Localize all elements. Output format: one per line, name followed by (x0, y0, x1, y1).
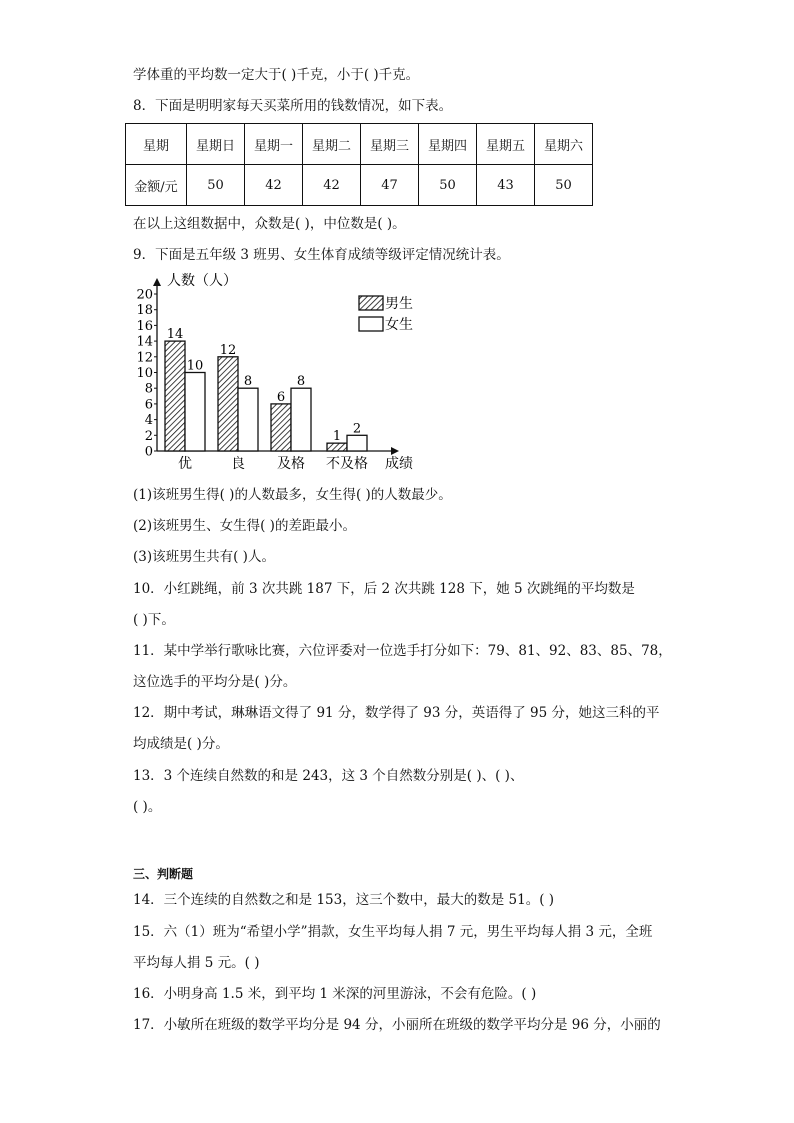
question-10: 10．小红跳绳，前 3 次共跳 187 下，后 2 次共跳 128 下，她 5 次跳绳的平均数是 (133, 581, 635, 597)
table-row (126, 165, 593, 206)
bar (218, 357, 238, 451)
legend-label: 女生 (385, 317, 413, 333)
bar (291, 388, 311, 451)
data-label: 2 (352, 421, 362, 437)
y-axis-arrow (153, 278, 161, 286)
y-tick-label: 16 (136, 318, 153, 334)
table-cell: 星期四 (419, 124, 477, 165)
question-14: 14．三个连续的自然数之和是 153，这三个数中，最大的数是 51。( ) (133, 892, 555, 908)
legend-swatch (359, 317, 383, 331)
question-9: 9．下面是五年级 3 班男、女生体育成绩等级评定情况统计表。 (133, 247, 510, 263)
table-cell: 50 (187, 165, 245, 206)
bar (347, 435, 367, 451)
question-11: 11．某中学举行歌咏比赛，六位评委对一位选手打分如下：79、81、92、83、85、78， (133, 643, 672, 659)
category-label: 及格 (277, 456, 305, 472)
legend-label: 男生 (385, 296, 413, 312)
bar (185, 373, 205, 452)
question-10-cont: ( )下。 (133, 612, 175, 628)
table-cell: 星期三 (361, 124, 419, 165)
data-label: 12 (219, 342, 237, 358)
question-16: 16．小明身高 1.5 米，到平均 1 米深的河里游泳，不会有危险。( ) (133, 986, 537, 1002)
bar (271, 404, 291, 451)
table-cell: 50 (419, 165, 477, 206)
table-cell: 星期日 (187, 124, 245, 165)
question-15: 15．六（1）班为“希望小学”捐款，女生平均每人捐 7 元，男生平均每人捐 3 元，全班 (133, 924, 653, 940)
table-cell: 42 (303, 165, 361, 206)
section-heading: 三、判断题 (133, 867, 194, 881)
question-12-cont: 均成绩是( )分。 (133, 736, 229, 752)
question-11-cont: 这位选手的平均分是( )分。 (133, 674, 297, 690)
y-tick-label: 18 (136, 303, 153, 319)
table-cell: 星期五 (477, 124, 535, 165)
text-line: 在以上这组数据中，众数是( )，中位数是( )。 (133, 216, 406, 232)
data-label: 6 (276, 389, 286, 405)
bar (238, 388, 258, 451)
question-9-1: (1)该班男生得( )的人数最多，女生得( )的人数最少。 (133, 487, 452, 503)
question-9-3: (3)该班男生共有( )人。 (133, 549, 275, 565)
y-tick-label: 6 (144, 397, 153, 413)
question-8: 8．下面是明明家每天买菜所用的钱数情况，如下表。 (133, 98, 453, 114)
x-axis-title: 成绩 (385, 456, 413, 472)
question-15-cont: 平均每人捐 5 元。( ) (133, 955, 260, 971)
y-tick-label: 8 (144, 381, 153, 397)
text-line: 学体重的平均数一定大于( )千克，小于( )千克。 (133, 67, 420, 83)
y-tick-label: 2 (144, 428, 153, 444)
y-tick-label: 14 (136, 334, 153, 350)
table-cell: 42 (245, 165, 303, 206)
table-cell: 星期六 (535, 124, 593, 165)
table-cell: 43 (477, 165, 535, 206)
bar (165, 341, 185, 451)
data-label: 10 (186, 358, 204, 374)
y-tick-label: 10 (136, 366, 153, 381)
table-cell: 47 (361, 165, 419, 206)
bar (327, 443, 347, 451)
table-cell: 星期 (126, 124, 187, 165)
question-9-2: (2)该班男生、女生得( )的差距最小。 (133, 518, 356, 534)
y-tick-label: 0 (144, 444, 153, 460)
category-label: 不及格 (326, 456, 368, 472)
x-axis-arrow (391, 447, 399, 455)
category-label: 良 (231, 456, 245, 472)
question-13-cont: ( )。 (133, 799, 162, 815)
y-tick-label: 4 (144, 413, 153, 429)
y-axis-title: 人数（人） (167, 273, 237, 289)
data-label: 1 (332, 429, 342, 445)
question-13: 13．3 个连续自然数的和是 243，这 3 个自然数分别是( )、( )、 (133, 768, 524, 784)
legend-swatch (359, 296, 383, 310)
table-header-row (126, 124, 593, 165)
data-label: 8 (296, 374, 306, 390)
table-cell: 50 (535, 165, 593, 206)
data-label: 14 (166, 327, 184, 343)
table-cell: 星期二 (303, 124, 361, 165)
question-17: 17．小敏所在班级的数学平均分是 94 分，小丽所在班级的数学平均分是 96 分，小丽的 (133, 1017, 661, 1033)
table-cell: 金额/元 (126, 165, 187, 206)
question-12: 12．期中考试，琳琳语文得了 91 分，数学得了 93 分，英语得了 95 分，她这三科的平 (133, 705, 660, 721)
y-tick-label: 20 (136, 287, 153, 303)
spending-table (125, 123, 593, 206)
table-cell: 星期一 (245, 124, 303, 165)
data-label: 8 (243, 374, 253, 390)
category-label: 优 (178, 456, 192, 472)
grade-bar-chart (133, 270, 433, 475)
y-tick-label: 12 (136, 350, 153, 366)
